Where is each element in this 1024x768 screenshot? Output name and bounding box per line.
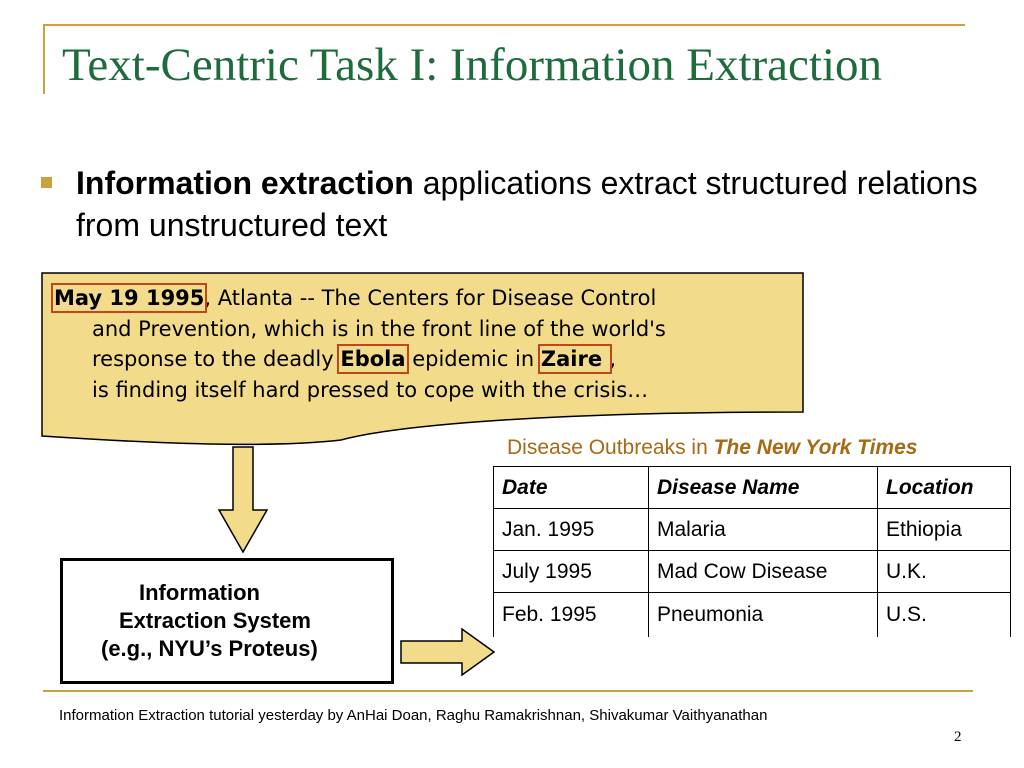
- ie-system-line-2: Extraction System: [119, 608, 311, 633]
- ie-system-line-3: (e.g., NYU’s Proteus): [101, 636, 318, 661]
- article-line-3-mid: epidemic in: [405, 347, 541, 371]
- article-line-3-pre: response to the deadly: [92, 347, 341, 371]
- article-line-2: and Prevention, which is in the front line of the world's: [92, 316, 666, 341]
- ie-system-box: [60, 558, 394, 684]
- table-cell-disease: Pneumonia: [649, 593, 878, 638]
- table-cell-date: Jan. 1995: [494, 509, 649, 551]
- table-row: [494, 593, 1011, 638]
- table-cell-location: U.S.: [878, 593, 1011, 638]
- location-entity-highlight: Zaire: [540, 347, 610, 371]
- bullet-text: [76, 162, 996, 246]
- table-caption: [507, 436, 917, 460]
- table-header-location: Location: [878, 467, 1011, 509]
- table-cell-disease: Malaria: [649, 509, 878, 551]
- slide-title: Text-Centric Task I: Information Extraction: [62, 39, 883, 91]
- title-frame-top-rule: [43, 24, 965, 26]
- article-line-3-post: ,: [609, 347, 617, 371]
- table-cell-location: Ethiopia: [878, 509, 1011, 551]
- footer-rule: [43, 690, 973, 692]
- table-header-row: [494, 467, 1011, 509]
- table-cell-disease: Mad Cow Disease: [649, 551, 878, 593]
- table-header-date: Date: [494, 467, 649, 509]
- right-arrow-icon: [400, 628, 496, 676]
- down-arrow-icon: [218, 446, 268, 554]
- table-caption-text: Disease Outbreaks in: [507, 436, 714, 459]
- article-line-4: is finding itself hard pressed to cope with the crisis…: [92, 377, 649, 402]
- table-cell-location: U.K.: [878, 551, 1011, 593]
- page-number: 2: [954, 729, 962, 745]
- news-article-text: [54, 283, 794, 405]
- footer-credit: Information Extraction tutorial yesterday by AnHai Doan, Raghu Ramakrishnan, Shivakumar Vaithyanathan: [59, 707, 768, 724]
- article-line-1-rest: , Atlanta -- The Centers for Disease Control: [204, 286, 657, 310]
- table-caption-source: The New York Times: [713, 436, 918, 459]
- article-line-1: [54, 283, 794, 314]
- table-cell-date: July 1995: [494, 551, 649, 593]
- disease-outbreaks-table: [493, 466, 1011, 637]
- table-cell-date: Feb. 1995: [494, 593, 649, 638]
- table-header-disease: Disease Name: [649, 467, 878, 509]
- title-frame-left-rule: [43, 24, 45, 94]
- ie-system-line-1: Information: [139, 580, 260, 605]
- date-entity-highlight: May 19 1995: [54, 286, 205, 310]
- disease-entity-highlight: Ebola: [340, 347, 406, 371]
- article-line-3: [54, 344, 794, 375]
- bullet-bold-term: Information extraction: [76, 165, 414, 201]
- table-row: [494, 509, 1011, 551]
- bullet-square-icon: [41, 177, 52, 188]
- bullet-rest: applications extract structured relations from unstructured text: [76, 165, 978, 243]
- table-row: [494, 551, 1011, 593]
